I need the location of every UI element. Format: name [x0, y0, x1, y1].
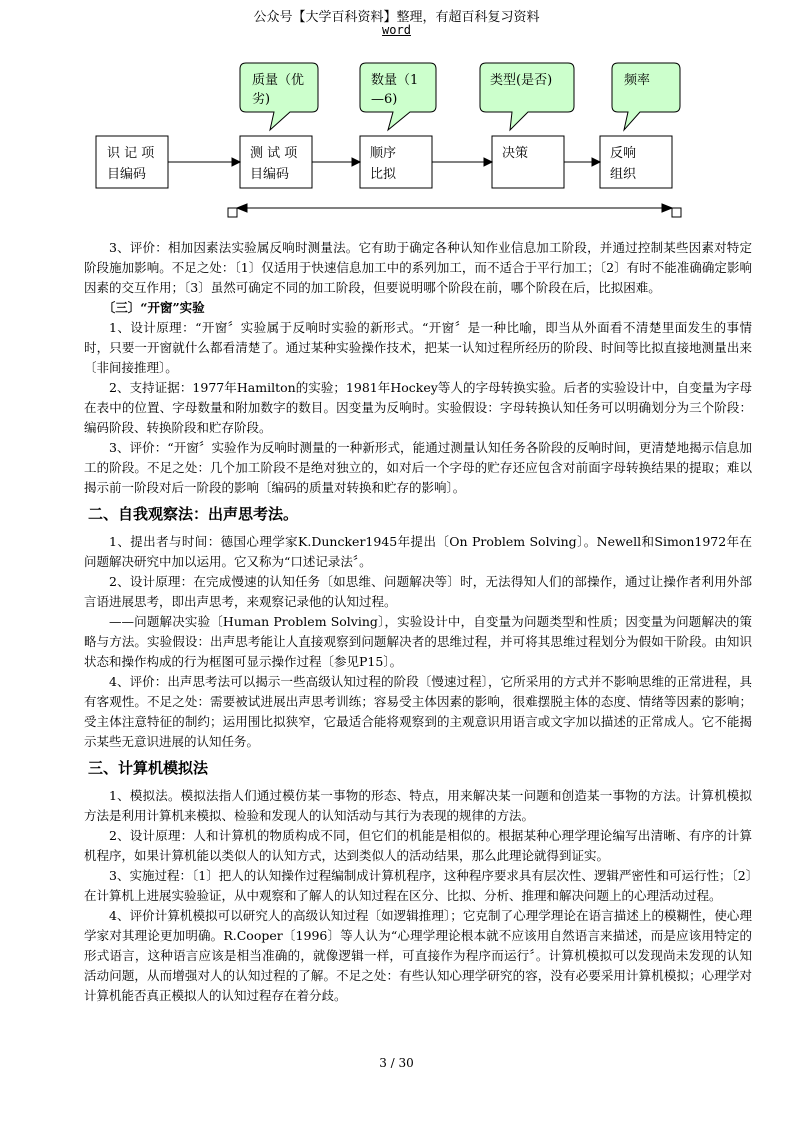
callout-quantity-line2: —6): [371, 92, 398, 107]
callout-frequency: [612, 63, 680, 130]
box-encode-test-line2: 目编码: [250, 167, 290, 182]
stage-diagram: [0, 0, 793, 230]
box-sequential-compare: [360, 136, 432, 188]
box-sequential-compare-line1: 顺序: [370, 146, 397, 161]
box-encode-memory-line2: 目编码: [107, 167, 147, 182]
page-header: 公众号【大学百科资料】整理，有超百科复习资料: [253, 10, 540, 25]
paragraph-think-aloud-origin: 1、提出者与时间：德国心理学家K.Duncker1945年提出〔On Problem Solving〕。Newell和Simon1972年在问题解决研究中加以运用。它又称为“口述记录法〞。: [84, 534, 752, 569]
paragraph-simulation-principle: 2、设计原理：人和计算机的物质构成不同，但它们的机能是相似的。根据某种心理学理论编写出清晰、有序的计算机程序，如果计算机能以类似人的认知方式，达到类似人的活动结果，那么此理论就得到证实。: [84, 828, 752, 863]
box-sequential-compare-line2: 比拟: [370, 167, 397, 182]
box-decision: [492, 136, 564, 188]
box-encode-memory: [96, 136, 168, 188]
section-heading-think-aloud: 二、自我观察法：出声思考法。: [88, 505, 299, 523]
callout-quantity-line1: 数量（1: [371, 73, 419, 88]
callout-quantity: [360, 63, 436, 130]
box-response-organize-line1: 反响: [610, 146, 637, 161]
page-header-word: word: [382, 23, 411, 37]
callout-frequency-line1: 频率: [624, 73, 651, 88]
time-span-arrow: [228, 204, 681, 217]
paragraph-window-evidence: 2、支持证据：1977年Hamilton的实验；1981年Hockey等人的字母转换实验。后者的实验设计中，自变量为字母在表中的位置、字母数量和附加数字的数目。因变量为反响时。实验假设：字母转换认知任务可以明确划分为三个阶段：编码阶段、转换阶段和贮存阶段。: [84, 380, 752, 435]
box-encode-memory-line1: 识 记 项: [107, 146, 155, 161]
callout-quality: [240, 63, 318, 130]
callout-quality-line2: 劣): [252, 92, 271, 107]
box-encode-test-line1: 测 试 项: [250, 146, 298, 161]
section-heading-simulation: 三、计算机模拟法: [88, 759, 209, 777]
paragraph-simulation-evaluation: 4、评价计算机模拟可以研究人的高级认知过程〔如逻辑推理〕；它克制了心理学理论在语言描述上的模糊性，使心理学家对其理论更加明确。R.Cooper〔1996〕等人认为“心理学理论根本就不应该用自然语言来描述，而是应该用特定的形式语言，这种语言应该是相当准确的，就像逻辑一样，可直接作为程序而运行〞。计算机模拟可以发现尚未发现的认知活动问题，从而增强对人的认知过程的了解。不足之处：有些认知心理学研究的容，没有必要采用计算机模拟；心理学对计算机能否真正模拟人的认知过程存在着分歧。: [84, 908, 752, 1003]
callout-quality-line1: 质量（优: [252, 73, 305, 88]
paragraph-problem-solving: ——问题解决实验〔Human Problem Solving〕，实验设计中，自变量为问题类型和性质；因变量为问题解决的策略与方法。实验假设：出声思考能让人直接观察到问题解决者的思维过程，并可将其思维过程划分为假如干阶段。由知识状态和操作构成的行为框图可显示操作过程〔参见P15〕。: [84, 614, 752, 669]
body-content: [84, 238, 752, 1006]
callout-type-line1: 类型(是否): [490, 73, 553, 88]
box-response-organize-line2: 组织: [610, 167, 637, 182]
box-decision-line1: 决策: [502, 146, 529, 161]
callout-type: [480, 63, 574, 130]
paragraph-simulation-process: 3、实施过程：〔1〕把人的认知操作过程编制成计算机程序，这种程序要求具有层次性、逻辑严密性和可运行性；〔2〕在计算机上进展实验验证，从中观察和了解人的认知过程在区分、比拟、分析、推理和解决问题上的心理活动过程。: [84, 868, 752, 903]
paragraph-simulation-definition: 1、模拟法。模拟法指人们通过模仿某一事物的形态、特点，用来解决某一问题和创造某一事物的方法。计算机模拟方法是利用计算机来模拟、检验和发现人的认知活动与其行为表现的规律的方法。: [84, 788, 752, 823]
paragraph-think-aloud-principle: 2、设计原理：在完成慢速的认知任务〔如思维、问题解决等〕时，无法得知人们的部操作，通过让操作者利用外部言语进展思考，即出声思考，来观察记录他的认知过程。: [84, 574, 752, 609]
paragraph-think-aloud-evaluation: 4、评价：出声思考法可以揭示一些高级认知过程的阶段〔慢速过程〕，它所采用的方式并不影响思维的正常进程，具有客观性。不足之处：需要被试进展出声思考训练；容易受主体因素的影响，很难摆脱主体的态度、情绪等因素的影响；受主体注意特征的制约；运用围比拟狭窄，它最适合能将观察到的主观意识用语言或文字加以描述的正常成人。它不能揭示某些无意识进展的认知任务。: [84, 674, 752, 749]
page-number: 3 / 30: [379, 1056, 414, 1070]
box-response-organize: [600, 136, 672, 188]
paragraph-window-evaluation: 3、评价：“开窗〞实验作为反响时测量的一种新形式，能通过测量认知任务各阶段的反响时间，更清楚地揭示信息加工的阶段。不足之处：几个加工阶段不是绝对独立的，如对后一个字母的贮存还应包含对前面字母转换结果的提取；难以揭示前一阶段对后一阶段的影响〔编码的质量对转换和贮存的影响〕。: [84, 440, 752, 495]
box-encode-test: [240, 136, 312, 188]
section-heading-window: 〔三〕“开窗”实验: [102, 300, 205, 315]
paragraph-additive-evaluation: 3、评价：相加因素法实验属反响时测量法。它有助于确定各种认知作业信息加工阶段，并通过控制某些因素对特定阶段施加影响。不足之处：〔1〕仅适用于快速信息加工中的系列加工，而不适合于平行加工；〔2〕有时不能准确确定影响因素的交互作用；〔3〕虽然可确定不同的加工阶段，但要说明哪个阶段在前，哪个阶段在后，比拟困难。: [84, 240, 752, 295]
paragraph-window-principle: 1、设计原理：“开窗〞实验属于反响时实验的新形式。“开窗〞是一种比喻，即当从外面看不清楚里面发生的事情时，只要一开窗就什么都看清楚了。通过某种实验操作技术，把某一认知过程所经历的阶段、时间等比拟直接地测量出来〔非间接推理〕。: [84, 320, 752, 375]
